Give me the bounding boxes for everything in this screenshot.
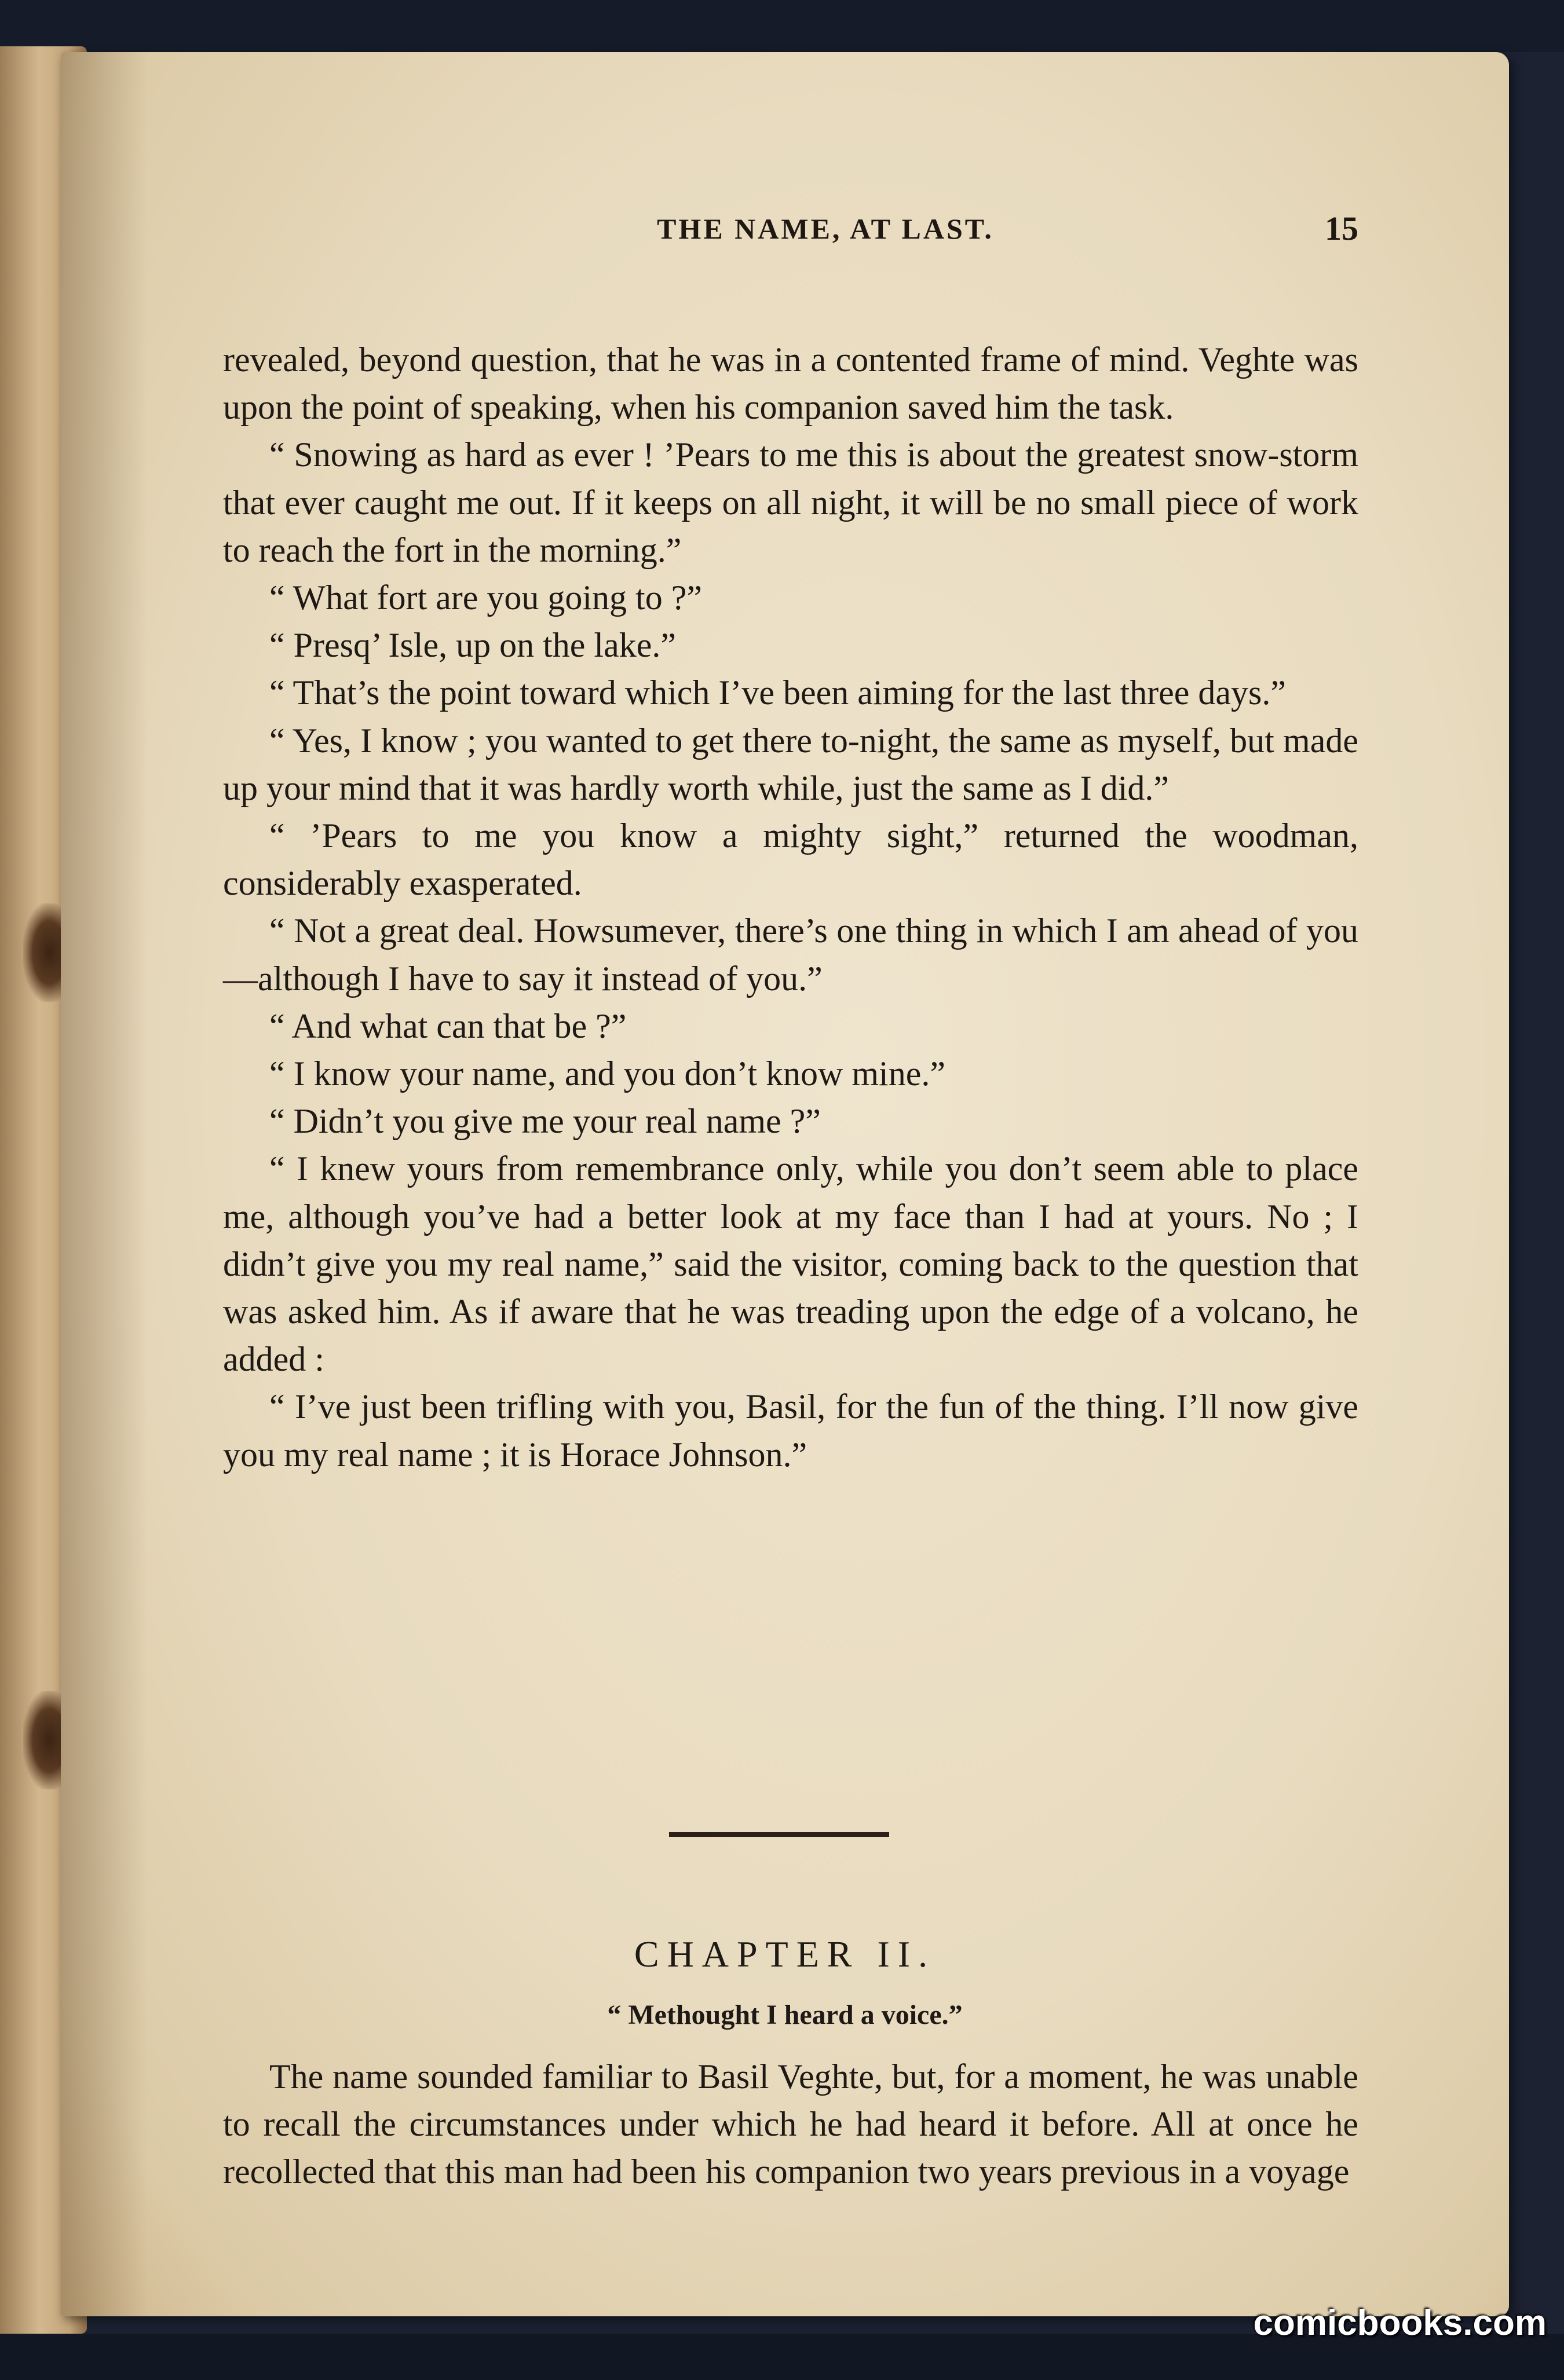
paragraph: “ I knew yours from remembrance only, while you don’t seem able to place me, although you’ve had a better look at my face than I had at yours. No ; I didn’t give you my real name,” said the visitor, coming back to the question that was asked him. As if aware that he was treading upon the edge of a volcano, he added :	[223, 1149, 1358, 1379]
body-text	[223, 336, 1358, 1478]
scan-background	[0, 0, 1564, 52]
paragraph: “ I know your name, and you don’t know mine.”	[269, 1054, 945, 1093]
paragraph: “ Not a great deal. Howsumever, there’s one thing in which I am ahead of you—although I have to say it instead of you.”	[223, 911, 1358, 998]
paragraph: “ Didn’t you give me your real name ?”	[269, 1102, 821, 1141]
section-rule	[669, 1832, 889, 1837]
paragraph: “ Snowing as hard as ever ! ’Pears to me this is about the greatest snow-storm that ever caught me out. If it keeps on all night, it will be no small piece of work to reach the fort in the morning.”	[223, 435, 1358, 569]
page-number: 15	[1325, 210, 1358, 247]
paragraph: “ What fort are you going to ?”	[269, 578, 702, 617]
paragraph: “ Yes, I know ; you wanted to get there to-night, the same as myself, but made up your mind that it was hardly worth while, just the same as I did.”	[223, 721, 1358, 807]
site-watermark: comicbooks.com	[1253, 2303, 1547, 2343]
paragraph: “ That’s the point toward which I’ve been aiming for the last three days.”	[269, 673, 1286, 712]
chapter-heading: CHAPTER II.	[634, 1934, 936, 1975]
chapter-epigraph: “ Methought I heard a voice.”	[607, 2000, 963, 2030]
paragraph: revealed, beyond question, that he was in a contented frame of mind. Veghte was upon the point of speaking, when his companion saved him the task.	[223, 340, 1358, 427]
chapter-body	[223, 2053, 1358, 2196]
running-head	[61, 203, 1509, 255]
paragraph: “ ’Pears to me you know a mighty sight,” returned the woodman, considerably exasperated.	[223, 816, 1358, 903]
paragraph: “ Presq’ Isle, up on the lake.”	[269, 626, 676, 665]
paragraph: The name sounded familiar to Basil Veghte, but, for a moment, he was unable to recall the circumstances under which he had heard it before. All at once he recollected that this man had been his companion two years previous in a voyage	[223, 2057, 1358, 2191]
paragraph: “ And what can that be ?”	[269, 1006, 627, 1045]
running-title: THE NAME, AT LAST.	[657, 213, 994, 245]
paragraph: “ I’ve just been trifling with you, Basil, for the fun of the thing. I’ll now give you my real name ; it is Horace Johnson.”	[223, 1387, 1358, 1474]
book-page	[61, 52, 1509, 2316]
